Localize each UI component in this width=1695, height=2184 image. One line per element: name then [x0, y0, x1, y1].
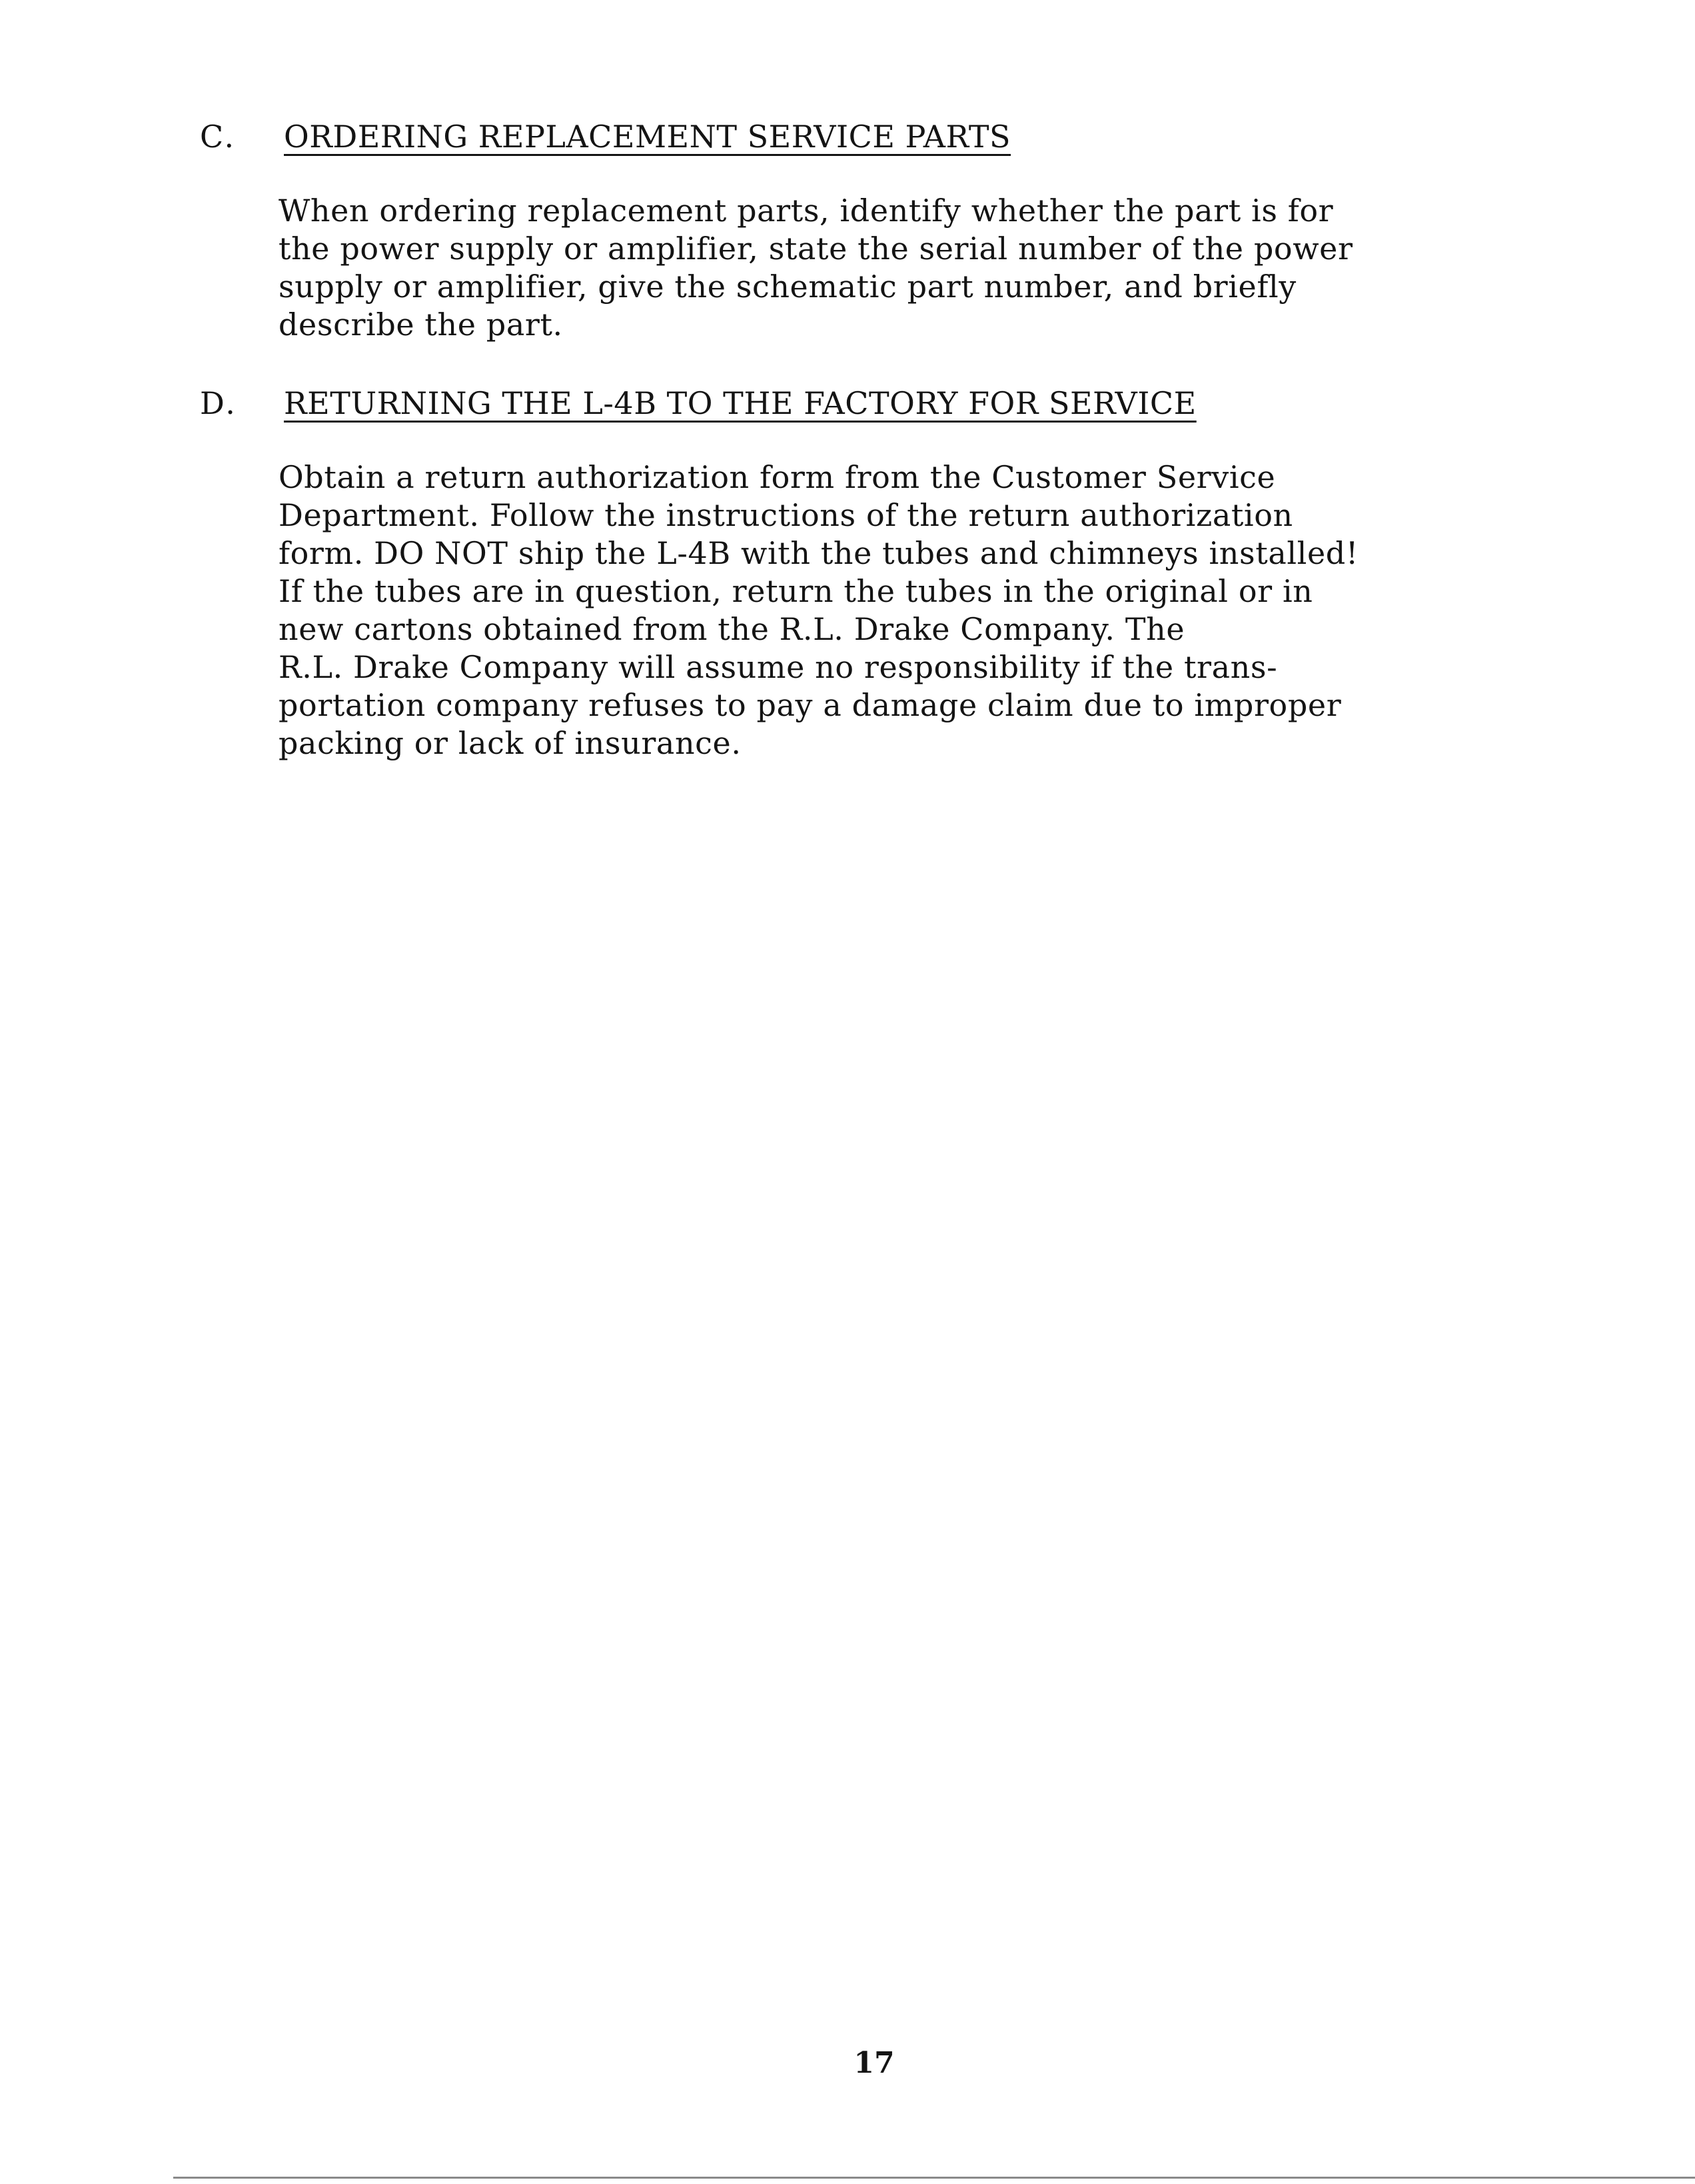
paragraph-line: Department. Follow the instructions of the return authorization — [279, 497, 1293, 533]
section-title: RETURNING THE L-4B TO THE FACTORY FOR SERVICE — [284, 385, 1197, 421]
bottom-edge-rule — [173, 2177, 1695, 2179]
paragraph-line: R.L. Drake Company will assume no responsibility if the trans- — [279, 649, 1278, 685]
section-paragraph — [279, 459, 1359, 762]
section-heading — [200, 119, 1353, 161]
section-letter: D. — [200, 385, 237, 421]
paragraph-line: form. DO NOT ship the L-4B with the tubes and chimneys installed! — [279, 535, 1359, 571]
section-letter: C. — [200, 119, 237, 155]
paragraph-line: describe the part. — [279, 307, 563, 343]
paragraph-line: portation company refuses to pay a damage claim due to improper — [279, 687, 1342, 723]
paragraph-line: the power supply or amplifier, state the serial number of the power — [279, 231, 1353, 267]
section-ordering-parts — [200, 119, 1353, 344]
paragraph-line: When ordering replacement parts, identify whether the part is for — [279, 193, 1334, 229]
paragraph-line: If the tubes are in question, return the tubes in the original or in — [279, 573, 1313, 609]
section-returning-for-service — [200, 385, 1359, 762]
page-number: 17 — [853, 2046, 895, 2080]
section-title: ORDERING REPLACEMENT SERVICE PARTS — [284, 119, 1011, 155]
section-paragraph — [279, 192, 1353, 344]
paragraph-line: Obtain a return authorization form from the Customer Service — [279, 459, 1276, 495]
paragraph-line: packing or lack of insurance. — [279, 725, 742, 761]
paragraph-line: supply or amplifier, give the schematic part number, and briefly — [279, 269, 1297, 305]
paragraph-line: new cartons obtained from the R.L. Drake Company. The — [279, 611, 1185, 647]
section-heading — [200, 385, 1359, 428]
